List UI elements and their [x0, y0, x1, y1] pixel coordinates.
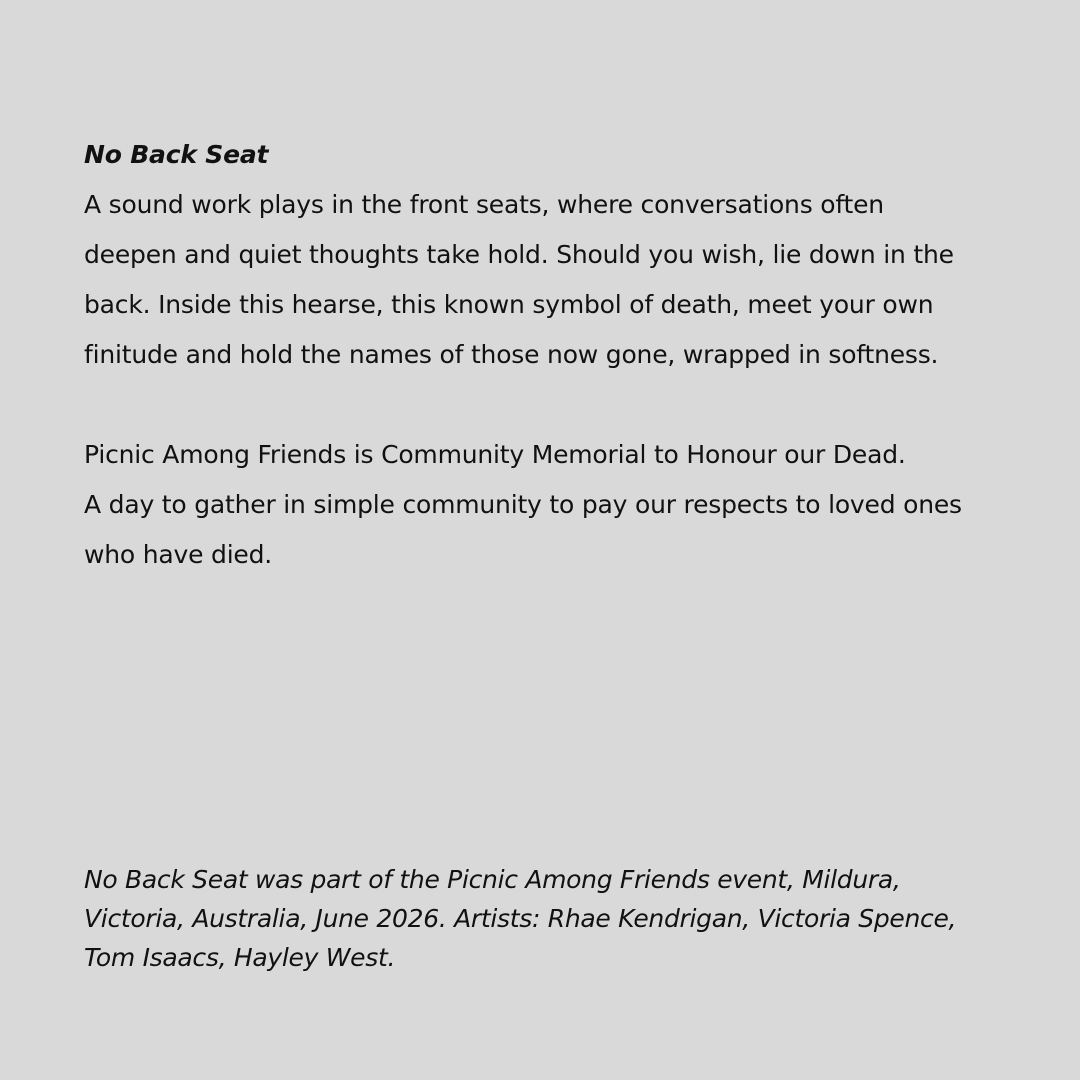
description-line: deepen and quiet thoughts take hold. Should you wish, lie down in the	[84, 240, 954, 269]
description-line: finitude and hold the names of those now gone, wrapped in softness.	[84, 340, 939, 369]
event-line: A day to gather in simple community to pay our respects to loved ones	[84, 490, 962, 519]
credit-line: Tom Isaacs, Hayley West.	[84, 943, 396, 972]
heading: No Back Seat	[84, 140, 269, 169]
event-line: who have died.	[84, 540, 273, 569]
credits-block	[84, 860, 1014, 977]
main-text-block	[84, 130, 1014, 580]
credit-line: Victoria, Australia, June 2026. Artists: Rhae Kendrigan, Victoria Spence,	[84, 904, 957, 933]
description-line: back. Inside this hearse, this known symbol of death, meet your own	[84, 290, 934, 319]
credit-line: No Back Seat was part of the Picnic Among Friends event, Mildura,	[84, 865, 901, 894]
event-line: Picnic Among Friends is Community Memorial to Honour our Dead.	[84, 440, 906, 469]
paragraph-spacer	[84, 380, 1014, 430]
description-line: A sound work plays in the front seats, where conversations often	[84, 190, 884, 219]
